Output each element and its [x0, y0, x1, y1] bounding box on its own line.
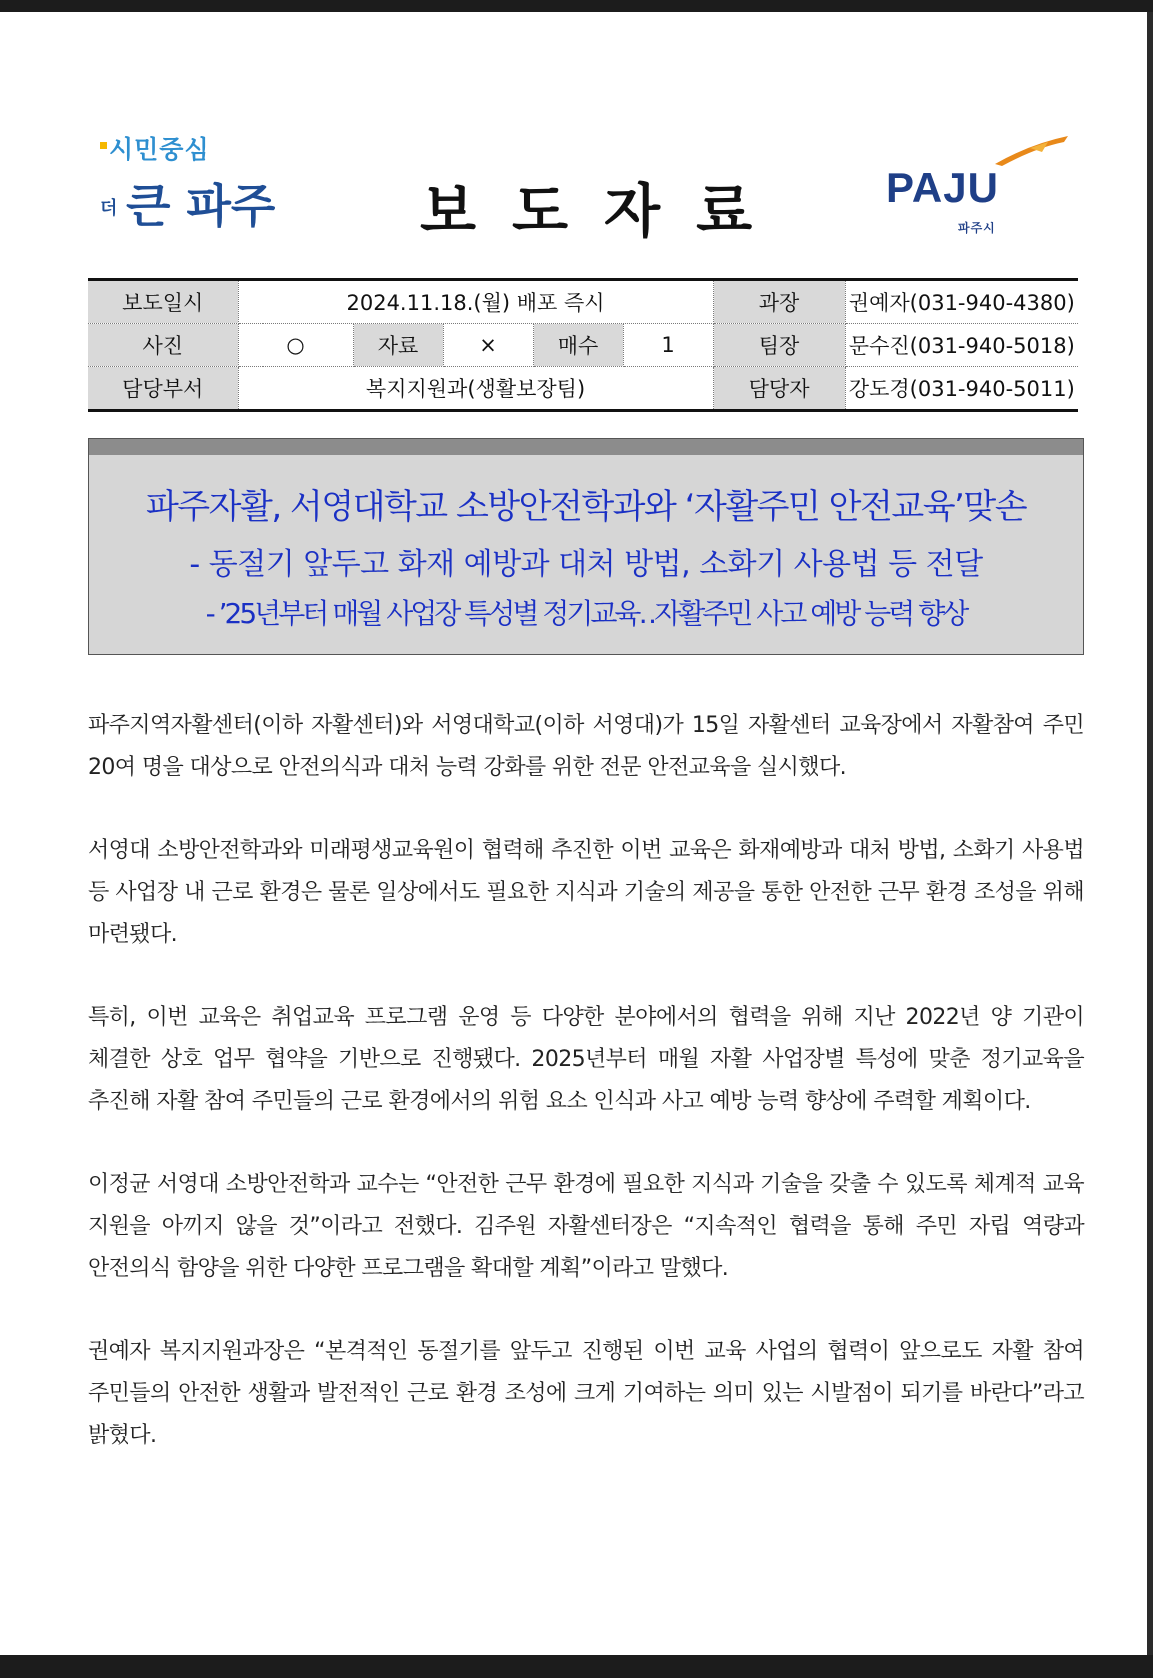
- dept-label: 담당부서: [88, 367, 238, 410]
- headline-main: 파주자활, 서영대학교 소방안전학과와 ‘자활주민 안전교육’맞손: [145, 487, 1027, 527]
- team-label: 팀장: [713, 324, 845, 367]
- dept-value: 복지지원과(생활보장팀): [238, 367, 713, 410]
- paju-sub: 파주시: [958, 221, 996, 235]
- slogan-line1: 시민중심: [100, 130, 210, 166]
- paragraph-4: 이정균 서영대 소방안전학과 교수는 “안전한 근무 환경에 필요한 지식과 기술을 갖출 수 있도록 체계적 교육 지원을 아끼지 않을 것”이라고 전했다. 김주원 자활센터장은 “지속적인 협력을 통해 주민 자립 역량과 안전의식 함양을 위한 다양한 프로그램을 확대할 계획”이라고 말했다.: [88, 1172, 1084, 1281]
- paragraph-3: 특히, 이번 교육은 취업교육 프로그램 운영 등 다양한 분야에서의 협력을 위해 지난 2022년 양 기관이 체결한 상호 업무 협약을 기반으로 진행됐다. 2025년부터 매월 자활 사업장별 특성에 맞춘 정기교육을 추진해 자활 참여 주민들의 근로 환경에서의 위험 요소 인식과 사고 예방 능력 향상에 주력할 계획이다.: [88, 1005, 1084, 1114]
- paju-brand: PAJU: [886, 164, 999, 211]
- paragraph-1: 파주지역자활센터(이하 자활센터)와 서영대학교(이하 서영대)가 15일 자활센터 교육장에서 자활참여 주민 20여 명을 대상으로 안전의식과 대처 능력 강화를 위한 전문 안전교육을 실시했다.: [88, 713, 1084, 780]
- date-value: 2024.11.18.(월) 배포 즉시: [238, 281, 713, 324]
- headline-topbar: [89, 439, 1083, 455]
- staff-label: 담당자: [713, 367, 845, 410]
- headline-sub2: - ’25년부터 매월 사업장 특성별 정기교육‥자활주민 사고 예방 능력 향상: [205, 597, 967, 630]
- count-value: 1: [623, 324, 713, 367]
- city-slogan-logo: [100, 130, 276, 240]
- head-label: 과장: [713, 281, 845, 324]
- count-label: 매수: [533, 324, 623, 367]
- paragraph-5: 권예자 복지지원과장은 “본격적인 동절기를 앞두고 진행된 이번 교육 사업의 협력이 앞으로도 자활 참여 주민들의 안전한 생활과 발전적인 근로 환경 조성에 크게 기여하는 의미 있는 시발점이 되기를 바란다”라고 밝혔다.: [88, 1339, 1084, 1448]
- slogan-prefix: 더: [100, 198, 118, 219]
- paragraph-2: 서영대 소방안전학과와 미래평생교육원이 협력해 추진한 이번 교육은 화재예방과 대처 방법, 소화기 사용법 등 사업장 내 근로 환경은 물론 일상에서도 필요한 지식과 기술의 제공을 통한 안전한 근무 환경 조성을 위해 마련됐다.: [88, 838, 1084, 947]
- paju-swoosh-icon: [990, 134, 1070, 174]
- slogan-main: 큰 파주: [126, 179, 276, 233]
- material-value: ×: [443, 324, 533, 367]
- head-value: 권예자(031-940-4380): [845, 281, 1078, 324]
- document-title: 보도자료: [420, 177, 789, 245]
- photo-label: 사진: [88, 324, 238, 367]
- page-edge-shadow: [1147, 12, 1153, 1655]
- material-label: 자료: [353, 324, 443, 367]
- staff-value: 강도경(031-940-5011): [848, 377, 1075, 401]
- headline-sub1: - 동절기 앞두고 화재 예방과 대처 방법, 소화기 사용법 등 전달: [189, 547, 983, 582]
- paju-city-logo: [880, 134, 1070, 234]
- date-label: 보도일시: [88, 281, 238, 324]
- team-value: 문수진(031-940-5018): [845, 324, 1078, 367]
- press-release-page: [0, 12, 1153, 1655]
- article-body: [88, 705, 1084, 1498]
- release-info-table: [88, 278, 1078, 412]
- headline-box: [88, 438, 1084, 655]
- photo-value: ○: [238, 324, 353, 367]
